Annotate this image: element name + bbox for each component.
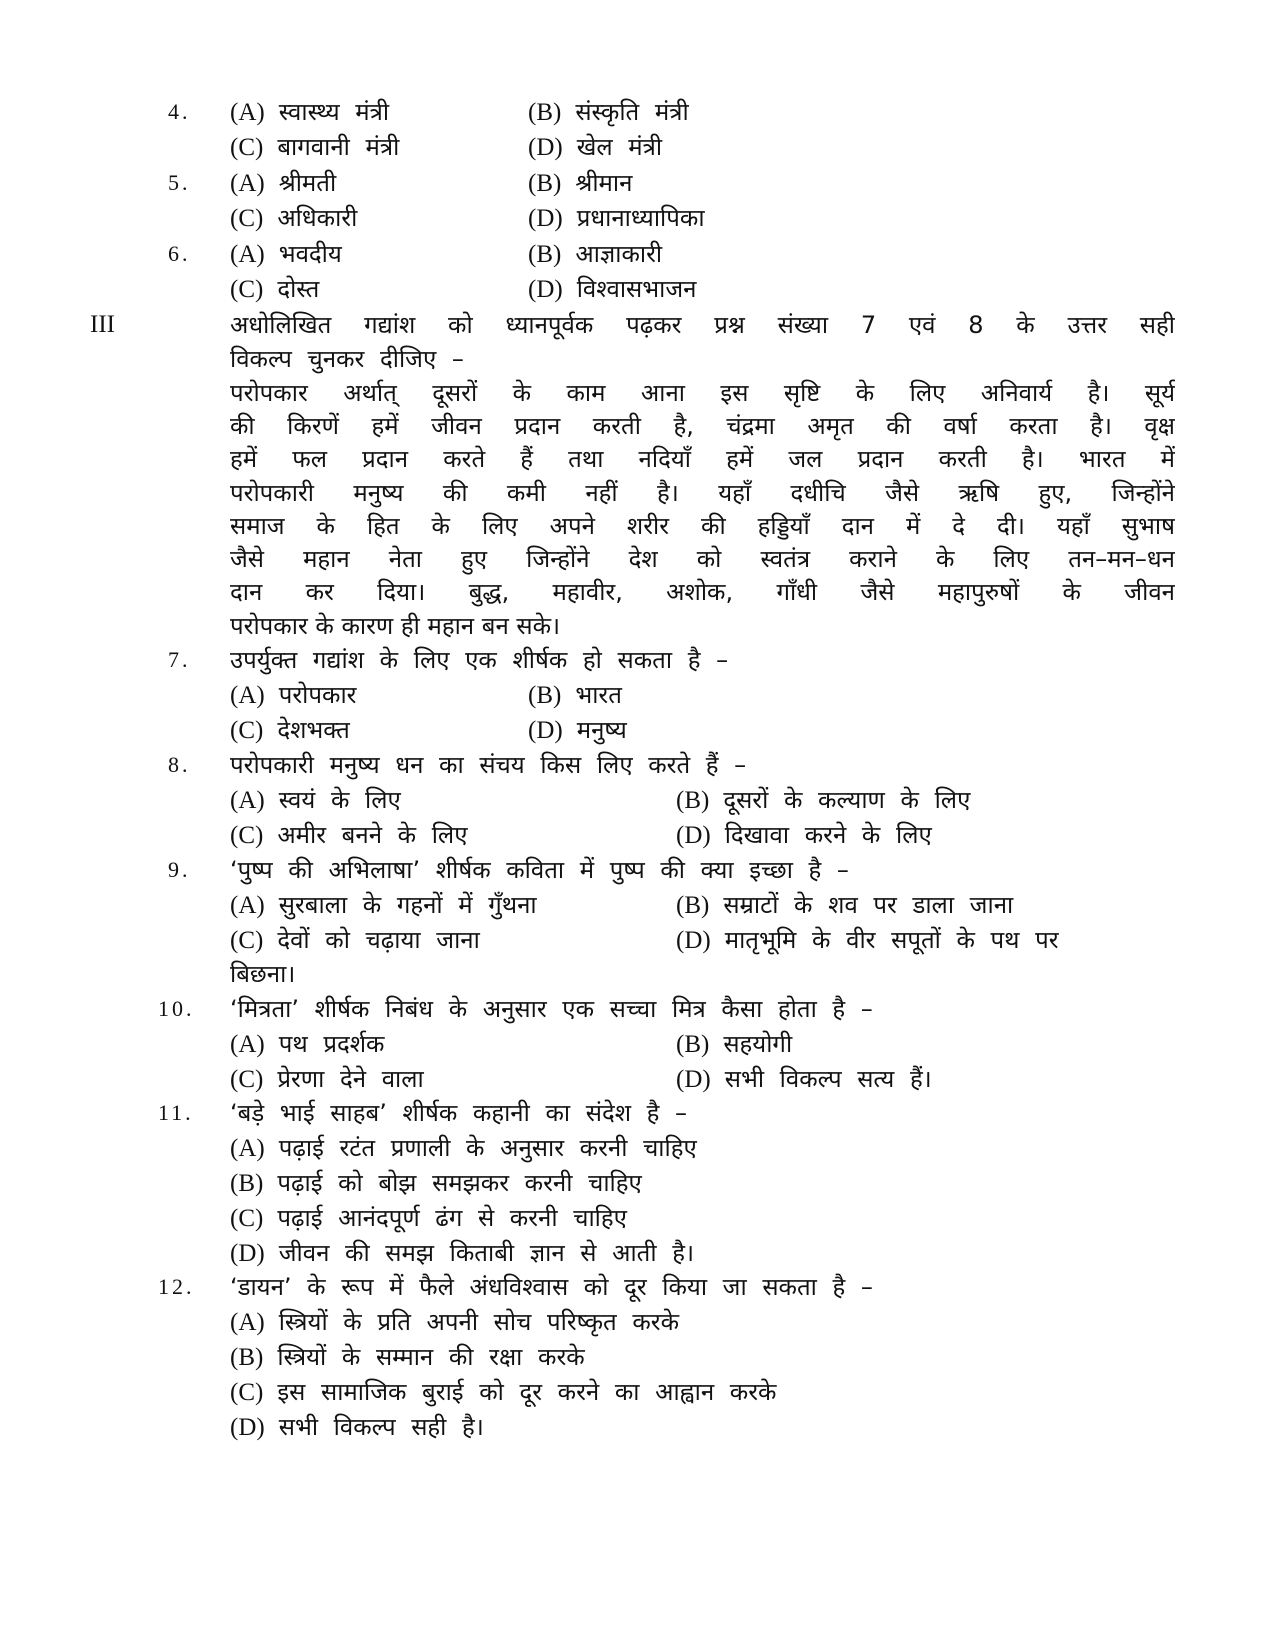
option-label: (B) (676, 1031, 710, 1058)
option-label: (D) (528, 205, 563, 232)
passage-line: जैसे महान नेता हुए जिन्होंने देश को स्वतंत्र कराने के लिए तन–मन–धन (230, 545, 1175, 573)
option-c (230, 272, 319, 306)
question-number: 12. (158, 1274, 195, 1299)
option-text: अमीर बनने के लिए (277, 821, 468, 849)
question-text: परोपकारी मनुष्य धन का संचय किस लिए करते हैं – (230, 751, 747, 779)
option-b (230, 1340, 585, 1374)
option-a (230, 1131, 697, 1165)
option-label: (B) (528, 241, 562, 268)
option-c (230, 713, 350, 747)
option-c (230, 1201, 627, 1235)
option-text: सभी विकल्प सही है। (278, 1413, 484, 1441)
option-label: (A) (230, 1135, 265, 1162)
option-text: स्वयं के लिए (278, 786, 401, 814)
option-label: (D) (528, 276, 563, 303)
question-number: 4. (168, 99, 191, 124)
passage-line: परोपकार के कारण ही महान बन सके। (230, 612, 561, 640)
option-label: (D) (676, 1066, 711, 1093)
option-text: भवदीय (278, 240, 342, 268)
option-d (528, 713, 627, 747)
option-label: (D) (230, 1240, 265, 1267)
option-a (230, 237, 342, 271)
option-a (230, 783, 401, 817)
option-label: (C) (230, 1205, 264, 1232)
option-b (676, 888, 1013, 922)
option-d (676, 1062, 932, 1096)
question-number: 9. (168, 857, 191, 882)
option-text: मनुष्य (576, 716, 627, 744)
option-c (230, 818, 467, 852)
option-label: (A) (230, 682, 265, 709)
section-instruction-cont: विकल्प चुनकर दीजिए – (230, 345, 464, 373)
question-text: उपर्युक्त गद्यांश के लिए एक शीर्षक हो सकता है – (230, 646, 729, 674)
option-a (230, 1305, 679, 1339)
option-b (528, 95, 689, 129)
option-text: पढ़ाई को बोझ समझकर करनी चाहिए (277, 1169, 642, 1197)
option-label: (A) (230, 99, 265, 126)
option-label: (C) (230, 1379, 264, 1406)
question-text: ‘डायन’ के रूप में फैले अंधविश्वास को दूर किया जा सकता है – (230, 1273, 873, 1301)
option-text: आज्ञाकारी (575, 240, 663, 268)
option-text: स्वास्थ्य मंत्री (278, 98, 390, 126)
option-text: पढ़ाई रटंत प्रणाली के अनुसार करनी चाहिए (278, 1134, 697, 1162)
option-label: (A) (230, 1309, 265, 1336)
option-text: दिखावा करने के लिए (724, 821, 932, 849)
passage-line: हमें फल प्रदान करते हैं तथा नदियाँ हमें जल प्रदान करती है। भारत में (230, 445, 1175, 473)
option-text: इस सामाजिक बुराई को दूर करने का आह्वान करके (277, 1378, 777, 1406)
option-a (230, 888, 537, 922)
option-text: सम्राटों के शव पर डाला जाना (723, 891, 1014, 919)
question-text: ‘बड़े भाई साहब’ शीर्षक कहानी का संदेश है – (230, 1099, 688, 1127)
passage-line: समाज के हित के लिए अपने शरीर की हड्डियाँ दान में दे दी। यहाँ सुभाष (230, 512, 1175, 540)
option-text: पथ प्रदर्शक (278, 1030, 385, 1058)
option-label: (B) (676, 787, 710, 814)
option-text: अधिकारी (277, 204, 358, 232)
option-label: (B) (676, 892, 710, 919)
option-text: प्रधानाध्यापिका (576, 204, 705, 232)
passage-line: परोपकारी मनुष्य की कमी नहीं है। यहाँ दधीचि जैसे ऋषि हुए, जिन्होंने (230, 479, 1175, 507)
option-label: (C) (230, 1066, 264, 1093)
question-number: 6. (168, 241, 191, 266)
option-b (528, 678, 622, 712)
option-b (528, 237, 662, 271)
question-number: 7. (168, 647, 191, 672)
question-number: 11. (158, 1100, 194, 1125)
option-text: दोस्त (277, 275, 320, 303)
option-c (230, 201, 357, 235)
option-text: विश्वासभाजन (576, 275, 697, 303)
option-text: श्रीमती (278, 169, 337, 197)
option-label: (D) (230, 1414, 265, 1441)
option-text: स्त्रियों के सम्मान की रक्षा करके (277, 1343, 585, 1371)
option-text: पढ़ाई आनंदपूर्ण ढंग से करनी चाहिए (277, 1204, 627, 1232)
passage-line: की किरणें हमें जीवन प्रदान करती है, चंद्रमा अमृत की वर्षा करता है। वृक्ष (230, 412, 1175, 440)
passage-line: दान कर दिया। बुद्ध, महावीर, अशोक, गाँधी जैसे महापुरुषों के जीवन (230, 578, 1175, 606)
option-label: (B) (528, 170, 562, 197)
option-label: (B) (230, 1344, 264, 1371)
option-a (230, 166, 336, 200)
option-a (230, 678, 356, 712)
option-d (230, 1410, 484, 1444)
question-number: 8. (168, 752, 191, 777)
option-label: (A) (230, 787, 265, 814)
option-text: सभी विकल्प सत्य हैं। (724, 1065, 932, 1093)
option-label: (C) (230, 717, 264, 744)
option-label: (C) (230, 822, 264, 849)
option-c (230, 1375, 776, 1409)
option-text: देवों को चढ़ाया जाना (277, 926, 480, 954)
option-d (528, 130, 662, 164)
question-number: 10. (158, 996, 195, 1021)
option-text: भारत (575, 681, 622, 709)
option-label: (A) (230, 892, 265, 919)
question-text: ‘मित्रता’ शीर्षक निबंध के अनुसार एक सच्चा मित्र कैसा होता है – (230, 995, 873, 1023)
option-d (528, 201, 705, 235)
option-d (676, 923, 1059, 957)
option-c (230, 923, 480, 957)
option-text: देशभक्त (277, 716, 350, 744)
passage-line: परोपकार अर्थात् दूसरों के काम आना इस सृष्टि के लिए अनिवार्य है। सूर्य (230, 379, 1175, 407)
option-text: सुरबाला के गहनों में गुँथना (278, 891, 537, 919)
option-d (528, 272, 696, 306)
option-text: खेल मंत्री (576, 133, 663, 161)
option-label: (C) (230, 276, 264, 303)
option-d (230, 1236, 694, 1270)
option-b (676, 783, 970, 817)
option-text: दूसरों के कल्याण के लिए (723, 786, 971, 814)
option-a (230, 1027, 384, 1061)
option-label: (B) (528, 99, 562, 126)
option-label: (A) (230, 241, 265, 268)
option-a (230, 95, 389, 129)
option-label: (A) (230, 1031, 265, 1058)
option-label: (B) (528, 682, 562, 709)
option-label: (D) (676, 822, 711, 849)
option-c (230, 1062, 424, 1096)
option-text: परोपकार (278, 681, 357, 709)
option-text: श्रीमान (575, 169, 633, 197)
option-text: बागवानी मंत्री (277, 133, 400, 161)
option-label: (A) (230, 170, 265, 197)
option-text: संस्कृति मंत्री (575, 98, 689, 126)
option-label: (D) (676, 927, 711, 954)
option-label: (C) (230, 927, 264, 954)
option-text: प्रेरणा देने वाला (277, 1065, 424, 1093)
option-label: (C) (230, 205, 264, 232)
option-c (230, 130, 399, 164)
section-instruction: अधोलिखित गद्यांश को ध्यानपूर्वक पढ़कर प्रश्न संख्या 7 एवं 8 के उत्तर सही (230, 311, 1175, 339)
option-text: मातृभूमि के वीर सपूतों के पथ पर (724, 926, 1059, 954)
option-text: स्त्रियों के प्रति अपनी सोच परिष्कृत करके (278, 1308, 680, 1336)
question-text: ‘पुष्प की अभिलाषा’ शीर्षक कविता में पुष्प की क्या इच्छा है – (230, 856, 849, 884)
question-number: 5. (168, 170, 191, 195)
option-label: (C) (230, 134, 264, 161)
option-label: (D) (528, 717, 563, 744)
option-label: (D) (528, 134, 563, 161)
option-label: (B) (230, 1170, 264, 1197)
option-b (230, 1166, 642, 1200)
section-number: III (90, 311, 115, 338)
option-d-cont: बिछना। (230, 960, 296, 988)
option-d (676, 818, 932, 852)
option-b (528, 166, 632, 200)
option-text: सहयोगी (723, 1030, 793, 1058)
option-text: जीवन की समझ किताबी ज्ञान से आती है। (278, 1239, 695, 1267)
option-b (676, 1027, 792, 1061)
